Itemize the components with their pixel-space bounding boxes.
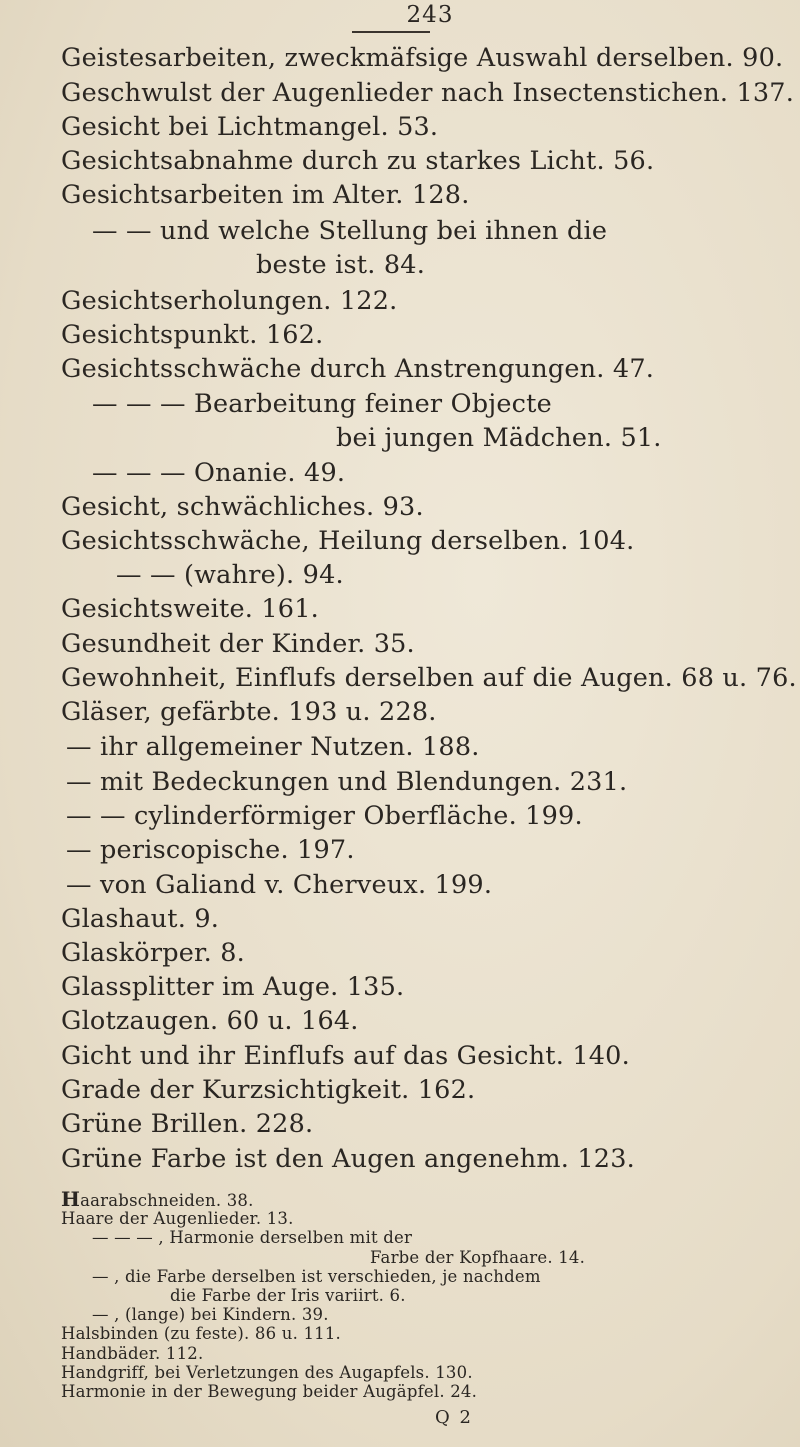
index-entry: Gesichtsweite. 161. bbox=[61, 594, 319, 624]
index-entry: Farbe der Kopfhaare. 14. bbox=[370, 1247, 586, 1267]
index-entry: — periscopische. 197. bbox=[66, 835, 355, 865]
index-entry: Harmonie in der Bewegung beider Augäpfel. 24. bbox=[61, 1382, 478, 1401]
index-entry: Glotzaugen. 60 u. 164. bbox=[61, 1006, 359, 1036]
index-entry: Halsbinden (zu feste). 86 u. 111. bbox=[61, 1324, 341, 1344]
index-entry: — , (lange) bei Kindern. 39. bbox=[92, 1305, 329, 1325]
index-entry: Gesicht, schwächliches. 93. bbox=[61, 492, 424, 522]
index-entry: Grüne Farbe ist den Augen angenehm. 123. bbox=[61, 1144, 635, 1174]
index-entry: Gesichtserholungen. 122. bbox=[61, 286, 398, 316]
index-entry: Glashaut. 9. bbox=[61, 904, 220, 934]
index-entry: Handgriff, bei Verletzungen des Augapfels. 130. bbox=[61, 1362, 473, 1382]
index-entry: Gesichtspunkt. 162. bbox=[61, 320, 324, 350]
index-entry: Grüne Brillen. 228. bbox=[61, 1109, 314, 1139]
index-entry: bei jungen Mädchen. 51. bbox=[336, 423, 662, 453]
section-initial: H bbox=[61, 1187, 81, 1211]
index-entry: beste ist. 84. bbox=[256, 250, 425, 280]
index-entry: Gesundheit der Kinder. 35. bbox=[61, 629, 415, 659]
index-entry: — — cylinderförmiger Oberfläche. 199. bbox=[66, 801, 583, 831]
index-entry: Grade der Kurzsichtigkeit. 162. bbox=[61, 1075, 476, 1105]
index-entry: — — — Onanie. 49. bbox=[92, 458, 346, 488]
index-entry: Gesichtsabnahme durch zu starkes Licht. 56. bbox=[61, 146, 655, 176]
index-entry: — — (wahre). 94. bbox=[116, 560, 344, 590]
index-entry: — — und welche Stellung bei ihnen die bbox=[92, 216, 608, 246]
index-entry: — ihr allgemeiner Nutzen. 188. bbox=[66, 732, 480, 762]
index-entry: Glaskörper. 8. bbox=[61, 938, 245, 968]
index-entry: — — — Bearbeitung feiner Objecte bbox=[92, 389, 552, 419]
index-entry: Gesichtsschwäche durch Anstrengungen. 47. bbox=[61, 354, 655, 384]
index-entry: die Farbe der Iris variirt. 6. bbox=[170, 1286, 406, 1305]
index-entry: Gesichtsarbeiten im Alter. 128. bbox=[61, 180, 470, 210]
index-entry: Haare der Augenlieder. 13. bbox=[61, 1209, 294, 1229]
index-entry: Gesicht bei Lichtmangel. 53. bbox=[61, 112, 439, 142]
index-entry-text: aarabschneiden. 38. bbox=[80, 1191, 254, 1210]
index-entry: Gewohnheit, Einflufs derselben auf die Augen. 68 u. 76. bbox=[61, 663, 797, 693]
index-entry: Gicht und ihr Einflufs auf das Gesicht. 140. bbox=[61, 1041, 630, 1071]
index-entry: Gläser, gefärbte. 193 u. 228. bbox=[61, 697, 437, 727]
index-entry: Geistesarbeiten, zweckmäfsige Auswahl derselben. 90. bbox=[61, 43, 784, 73]
index-entry: Gesichtsschwäche, Heilung derselben. 104. bbox=[61, 526, 635, 556]
index-entry: — , die Farbe derselben ist verschieden, je nachdem bbox=[92, 1266, 541, 1286]
index-entry bbox=[61, 1187, 254, 1211]
signature-mark: Q 2 bbox=[435, 1407, 473, 1429]
page-header bbox=[0, 2, 800, 28]
index-entry: — mit Bedeckungen und Blendungen. 231. bbox=[66, 767, 628, 797]
index-entry: — von Galiand v. Cherveux. 199. bbox=[66, 870, 493, 900]
index-entry: Handbäder. 112. bbox=[61, 1343, 204, 1363]
index-entry: — — — , Harmonie derselben mit der bbox=[92, 1228, 413, 1248]
header-rule bbox=[352, 31, 430, 33]
index-entry: Geschwulst der Augenlieder nach Insectenstichen. 137. bbox=[61, 78, 795, 108]
page-number: 243 bbox=[406, 2, 454, 28]
index-entry: Glassplitter im Auge. 135. bbox=[61, 972, 405, 1002]
